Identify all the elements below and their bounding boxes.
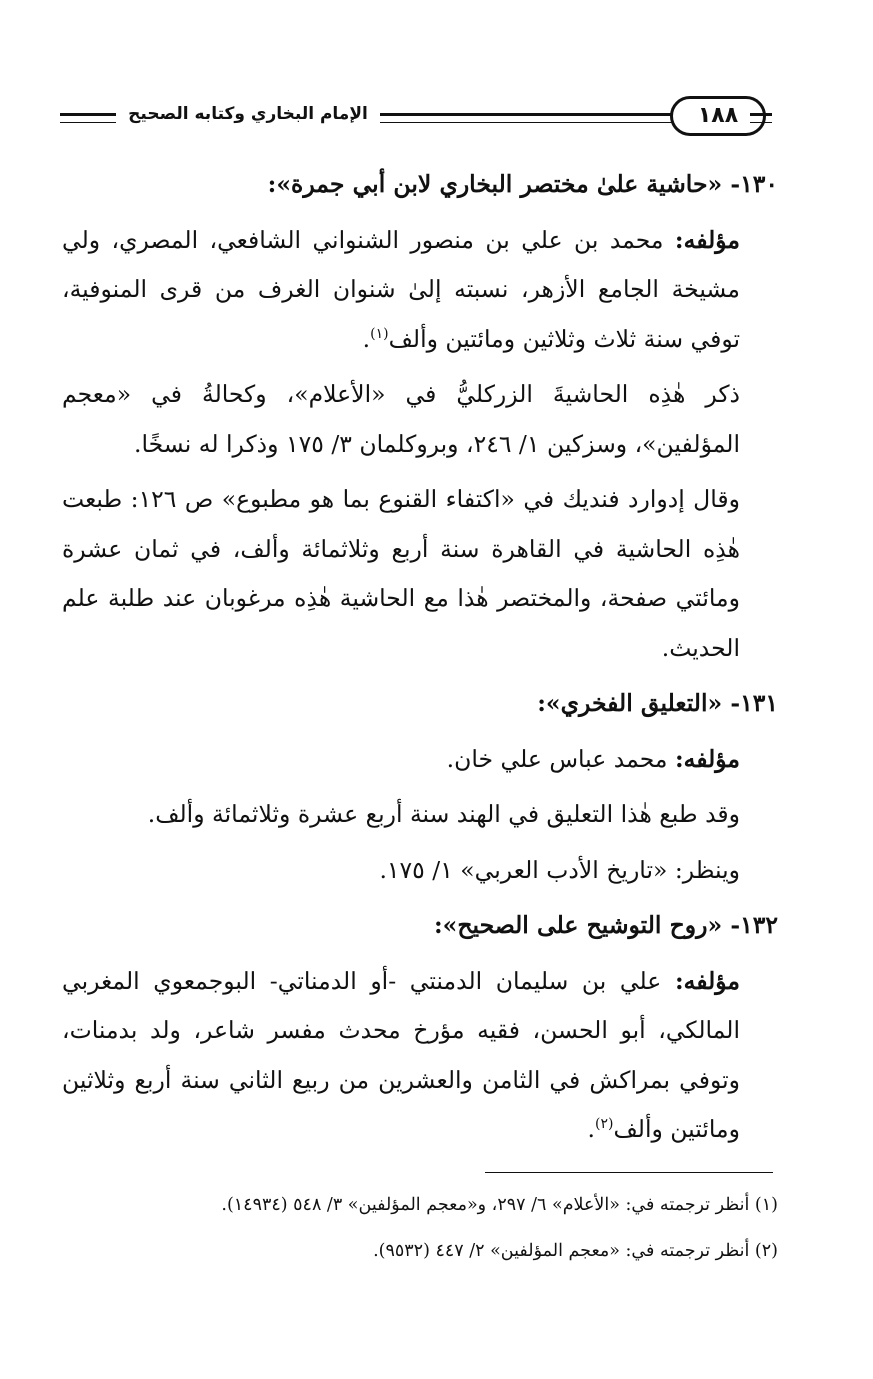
running-title: الإمام البخاري وكتابه الصحيح bbox=[128, 104, 368, 124]
header-rule-middle bbox=[380, 113, 692, 123]
page-body bbox=[62, 160, 778, 1161]
footnote-separator bbox=[485, 1172, 773, 1173]
footnote-marker[interactable]: (١) bbox=[370, 325, 389, 342]
author-paragraph bbox=[62, 216, 778, 365]
entry-heading: ١٣٢- «روح التوشيح على الصحيح»: bbox=[433, 911, 778, 939]
entry-heading: ١٣٠- «حاشية علىٰ مختصر البخاري لابن أبي جمرة»: bbox=[267, 170, 778, 198]
body-paragraph: وقد طبع هٰذا التعليق في الهند سنة أربع عشرة وثلاثمائة وألف. bbox=[147, 800, 740, 828]
page-number: ١٨٨ bbox=[670, 96, 766, 136]
author-text: محمد بن علي بن منصور الشنواني الشافعي، المصري، ولي مشيخة الجامع الأزهر، نسبته إلىٰ شنوان الغرف من قرى المنوفية، توفي سنة ثلاث وثلاثين ومائتين وألف bbox=[62, 225, 740, 353]
body-paragraph: وقال إدوارد فنديك في «اكتفاء القنوع بما هو مطبوع» ص ١٢٦: طبعت هٰذِه الحاشية في القاهرة سنة أربع وثلاثمائة وألف، في ثمان عشرة ومائتي صفحة، والمختصر هٰذا مع الحاشية هٰذِه مرغوبان عند طلبة علم الحديث. bbox=[62, 485, 740, 662]
footnote-1: (١) أنظر ترجمته في: «الأعلام» ٦/ ٢٩٧، و«معجم المؤلفين» ٣/ ٥٤٨ (١٤٩٣٤). bbox=[221, 1195, 778, 1215]
body-paragraph: وينظر: «تاريخ الأدب العربي» ١/ ١٧٥. bbox=[379, 855, 740, 884]
running-header bbox=[60, 96, 765, 140]
entry-130 bbox=[62, 160, 778, 673]
header-rule-right bbox=[750, 113, 772, 123]
footnote-2: (٢) أنظر ترجمته في: «معجم المؤلفين» ٢/ ٤٤٧ (٩٥٣٢). bbox=[373, 1241, 778, 1261]
entry-heading: ١٣١- «التعليق الفخري»: bbox=[537, 689, 778, 717]
entry-131 bbox=[62, 679, 778, 895]
author-label: مؤلفه: bbox=[674, 225, 740, 254]
author-label: مؤلفه: bbox=[674, 966, 740, 995]
author-label: مؤلفه: bbox=[674, 744, 740, 773]
author-end: . bbox=[362, 324, 371, 353]
author-text: محمد عباس علي خان. bbox=[446, 744, 668, 773]
header-rule-left bbox=[60, 113, 116, 123]
author-paragraph bbox=[62, 957, 778, 1155]
footnotes bbox=[62, 1182, 778, 1274]
footnote-marker[interactable]: (٢) bbox=[594, 1116, 614, 1133]
author-end: . bbox=[587, 1115, 595, 1143]
author-text: علي بن سليمان الدمنتي -أو الدمناتي- البوجمعوي المغربي المالكي، أبو الحسن، فقيه مؤرخ محدث مفسر شاعر، ولد بدمنات، وتوفي بمراكش في الثامن والعشرين من ربيع الثاني سنة أربع وثلاثين ومائتين وألف bbox=[62, 966, 740, 1143]
author-paragraph bbox=[62, 735, 778, 785]
body-paragraph: ذكر هٰذِه الحاشيةَ الزركليُّ في «الأعلام»، وكحالةُ في «معجم المؤلفين»، وسزكين ١/ ٢٤٦، وبروكلمان ٣/ ١٧٥ وذكرا له نسخًا. bbox=[62, 380, 740, 458]
entry-132 bbox=[62, 901, 778, 1155]
